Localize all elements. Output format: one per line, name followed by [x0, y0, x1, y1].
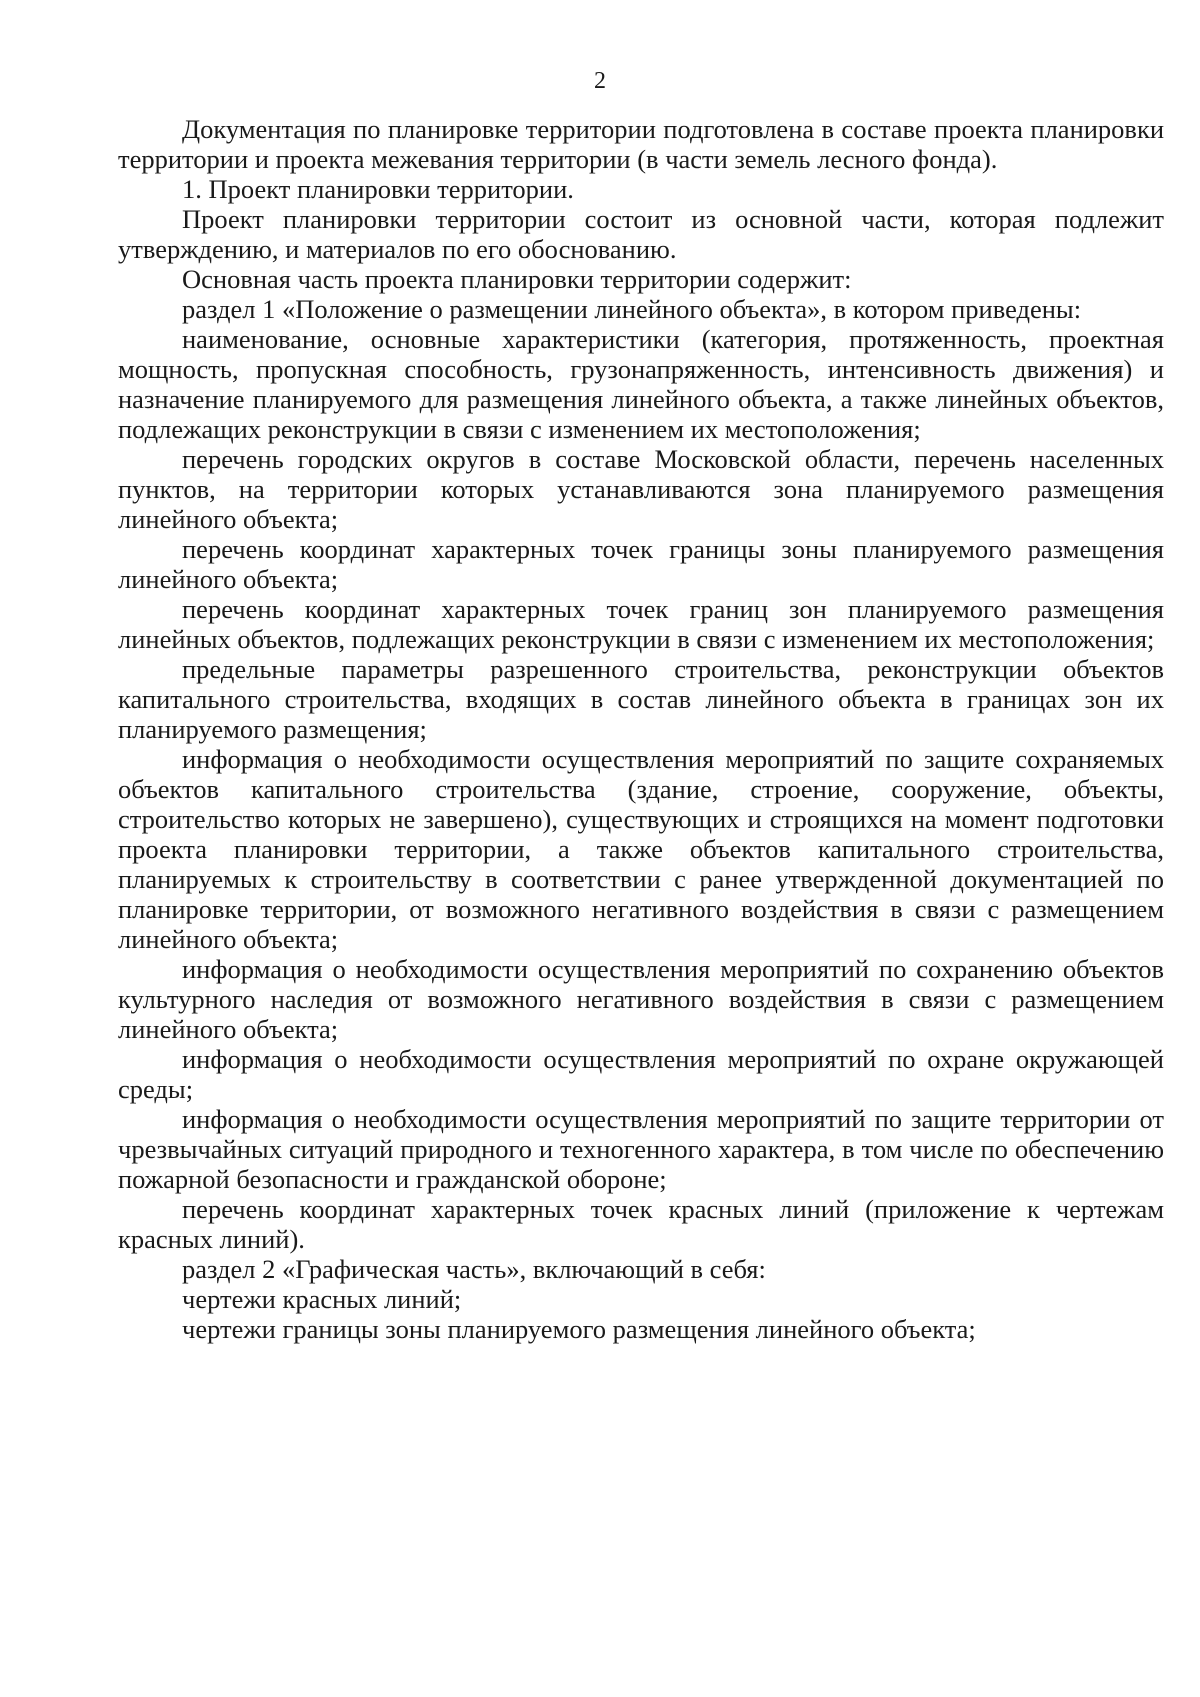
list-item: информация о необходимости осуществления мероприятий по защите сохраняемых объектов капитального строительства (здание, строение, сооружение, объекты, строительство которых не завершено), существующих и строящихся на момент подготовки проекта планировки территории, а также объектов капитального строительства, планируемых к строительству в соответствии с ранее утвержденной документацией по планировке территории, от возможного негативного воздействия в связи с размещением линейного объекта;: [118, 744, 1164, 954]
list-item: перечень координат характерных точек границ зон планируемого размещения линейных объектов, подлежащих реконструкции в связи с изменением их местоположения;: [118, 594, 1164, 654]
paragraph-intro: Документация по планировке территории подготовлена в составе проекта планировки территории и проекта межевания территории (в части земель лесного фонда).: [118, 114, 1164, 174]
document-body: [118, 114, 1164, 1344]
list-item: чертежи красных линий;: [182, 1284, 462, 1314]
list-item: информация о необходимости осуществления мероприятий по охране окружающей среды;: [118, 1044, 1164, 1104]
paragraph: раздел 2 «Графическая часть», включающий в себя:: [182, 1254, 766, 1284]
list-item: предельные параметры разрешенного строительства, реконструкции объектов капитального строительства, входящих в состав линейного объекта в границах зон их планируемого размещения;: [118, 654, 1164, 744]
paragraph: Основная часть проекта планировки территории содержит:: [182, 264, 852, 294]
list-item: чертежи границы зоны планируемого размещения линейного объекта;: [182, 1314, 976, 1344]
page-number: 2: [594, 68, 606, 94]
paragraph: раздел 1 «Положение о размещении линейного объекта», в котором приведены:: [182, 294, 1082, 324]
paragraph-section-heading: 1. Проект планировки территории.: [182, 174, 574, 204]
list-item: перечень городских округов в составе Московской области, перечень населенных пунктов, на территории которых устанавливаются зона планируемого размещения линейного объекта;: [118, 444, 1164, 534]
paragraph: Проект планировки территории состоит из основной части, которая подлежит утверждению, и материалов по его обоснованию.: [118, 204, 1164, 264]
list-item: перечень координат характерных точек границы зоны планируемого размещения линейного объекта;: [118, 534, 1164, 594]
list-item: информация о необходимости осуществления мероприятий по защите территории от чрезвычайных ситуаций природного и техногенного характера, в том числе по обеспечению пожарной безопасности и гражданской обороне;: [118, 1104, 1164, 1194]
list-item: наименование, основные характеристики (категория, протяженность, проектная мощность, пропускная способность, грузонапряженность, интенсивность движения) и назначение планируемого для размещения линейного объекта, а также линейных объектов, подлежащих реконструкции в связи с изменением их местоположения;: [118, 324, 1164, 444]
list-item: информация о необходимости осуществления мероприятий по сохранению объектов культурного наследия от возможного негативного воздействия в связи с размещением линейного объекта;: [118, 954, 1164, 1044]
list-item: перечень координат характерных точек красных линий (приложение к чертежам красных линий).: [118, 1194, 1164, 1254]
